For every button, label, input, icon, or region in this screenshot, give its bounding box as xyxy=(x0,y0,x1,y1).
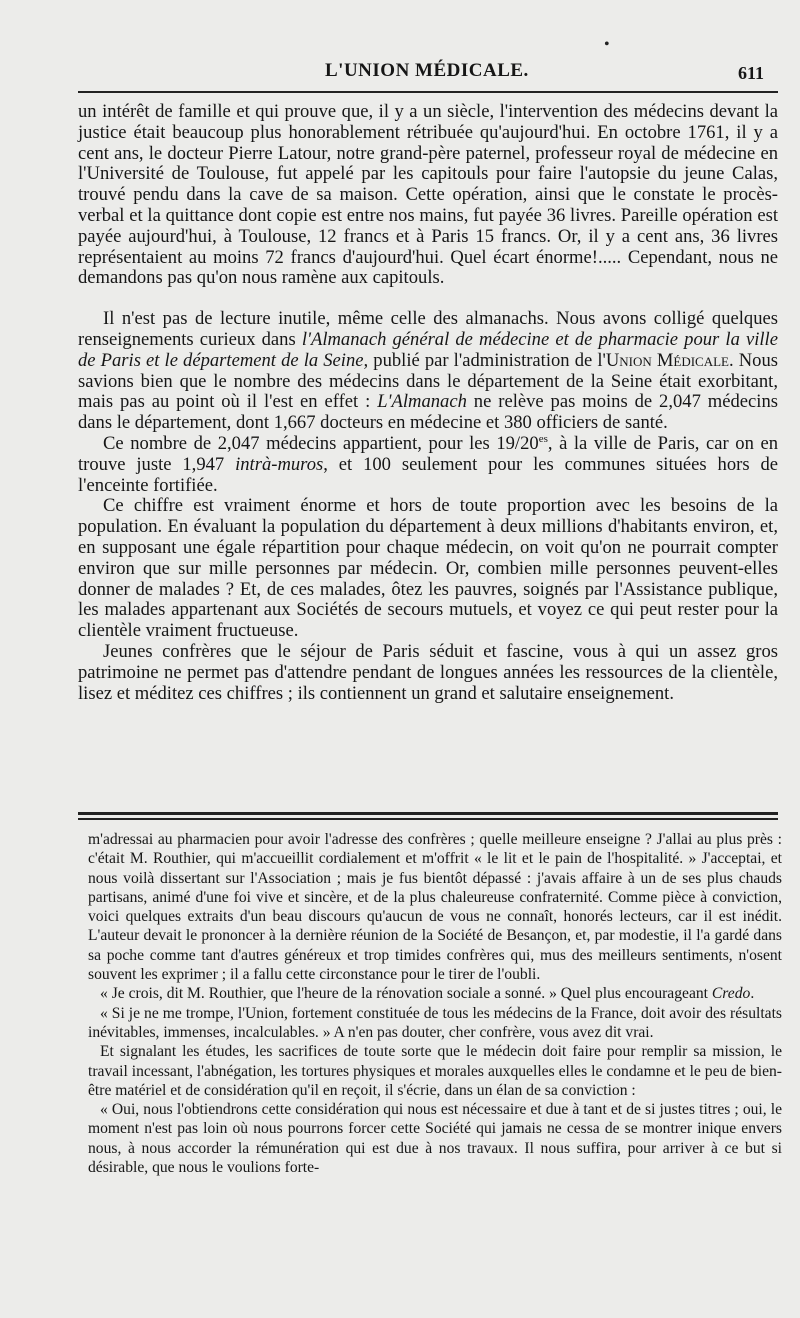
feuilleton-section xyxy=(88,830,782,1177)
feuilleton-separator xyxy=(78,812,778,826)
main-article xyxy=(78,102,778,704)
feuilleton-paragraph-2: « Je crois, dit M. Routhier, que l'heure de la rénovation sociale a sonné. » Quel plus encourageant Credo. xyxy=(100,985,755,1003)
ink-mark: • xyxy=(604,36,610,53)
running-title: L'UNION MÉDICALE. xyxy=(325,60,529,81)
paragraph-1: un intérêt de famille et qui prouve que, il y a un siècle, l'intervention des médecins devant la justice était beaucoup plus honorablement rétribuée qu'aujourd'hui. En octobre 1761, il y a cent ans, le docteur Pierre Latour, notre grand-père paternel, professeur royal de médecine en l'Université de Toulouse, fut appelé par les capitouls pour faire l'autopsie du jeune Calas, trouvé pendu dans la cave de sa maison. Cette opération, ainsi que le constate le procès-verbal et la quittance dont copie est entre nos mains, fut payée 36 livres. Pareille opération est payée aujourd'hui, à Toulouse, 12 francs et à Paris 15 francs. Or, il y a cent ans, 36 livres représentaient au moins 72 francs d'aujourd'hui. Quel écart énorme!..... Cependant, nous ne demandons pas qu'on nous ramène aux capitouls. xyxy=(78,101,778,289)
paragraph-4: Ce chiffre est vraiment énorme et hors de toute proportion avec les besoins de la population. En évaluant la population du département à deux millions d'habitants environ, et, en supposant une égale répartition pour chaque médecin, on voit qu'on ne pourrait compter environ que sur mille personnes par médecin. Or, combien mille personnes peuvent-elles donner de malades ? Et, de ces malades, ôtez les pauvres, soignés par l'Assistance publique, les malades appartenant aux Sociétés de secours mutuels, et voyez ce qui peut rester pour la clientèle vraiment fructueuse. xyxy=(78,495,778,642)
paragraph-5: Jeunes confrères que le séjour de Paris séduit et fascine, vous à qui un assez gros patrimoine ne permet pas d'attendre pendant de longues années les ressources de la clientèle, lisez et méditez ces chiffres ; ils contiennent un grand et salutaire enseignement. xyxy=(78,640,778,704)
page-header xyxy=(0,58,800,88)
feuilleton-paragraph-1: m'adressai au pharmacien pour avoir l'adresse des confrères ; quelle meilleure enseigne ? J'allai au plus près : c'était M. Routhier, qui m'accueillit cordialement et m'offrit « le lit et le pain de l'hospitalité. » J'acceptai, et nous voilà dissertant sur l'Association ; mais je fus bientôt dépassé : j'avais affaire à un de ses plus chauds partisans, animé d'une foi vive et sincère, et de la plus chaleureuse confraternité. Comme pièce à conviction, voici quelques extraits d'un beau discours qu'aucun de vous ne connaît, honorés lecteurs, car il est inédit. L'auteur devait le prononcer à la dernière réunion de la Société de Besançon, et, par modestie, il l'a gardé dans sa poche comme tant d'autres généreux et trop timides confrères qui, mus des meilleurs sentiments, n'osent souvent les exprimer ; il a fallu cette circonstance pour le tirer de l'oubli. xyxy=(88,831,782,984)
paragraph-2: Il n'est pas de lecture inutile, même celle des almanachs. Nous avons colligé quelques renseignements curieux dans l'Almanach général de médecine et de pharmacie pour la ville de Paris et le département de la Seine, publié par l'administration de l'Union Médicale. Nous savions bien que le nombre des médecins dans le département de la Seine était exorbitant, mais pas au point où il l'est en effet : L'Almanach ne relève pas moins de 2,047 médecins dans le département, dont 1,667 docteurs en médecine et 380 officiers de santé. xyxy=(78,308,779,434)
page-number: 611 xyxy=(737,63,764,83)
header-rule xyxy=(78,91,778,93)
feuilleton-paragraph-3: « Si je ne me trompe, l'Union, fortement constituée de tous les médecins de la France, doit avoir des résultats inévitables, immenses, incalculables. » A n'en pas douter, cher confrère, vous avez dit vrai. xyxy=(88,1004,782,1041)
feuilleton-paragraph-4: Et signalant les études, les sacrifices de toute sorte que le médecin doit faire pour remplir sa mission, le travail incessant, l'abnégation, les tortures physiques et morales auxquelles elles le condamne et le peu de bien-être matériel et de considération qu'il en reçoit, il s'écrie, dans un élan de sa conviction : xyxy=(88,1043,782,1099)
feuilleton-paragraph-5: « Oui, nous l'obtiendrons cette considération qui nous est nécessaire et due à tant et de si justes titres ; oui, le moment n'est pas loin où nous pourrons forcer cette Société qui jamais ne cessa de se montrer inique envers nous, à nous accorder la rémunération qui est due à nos travaux. Il nous suffira, pour arriver à ce but si désirable, que nous le voulions forte- xyxy=(88,1101,782,1177)
paragraph-3: Ce nombre de 2,047 médecins appartient, pour les $19/20^{es}$, à la ville de Paris, car on en trouve juste 1,947 intrà-muros, et 100 seulement pour les communes situées hors de l'enceinte fortifiée. xyxy=(78,432,778,496)
